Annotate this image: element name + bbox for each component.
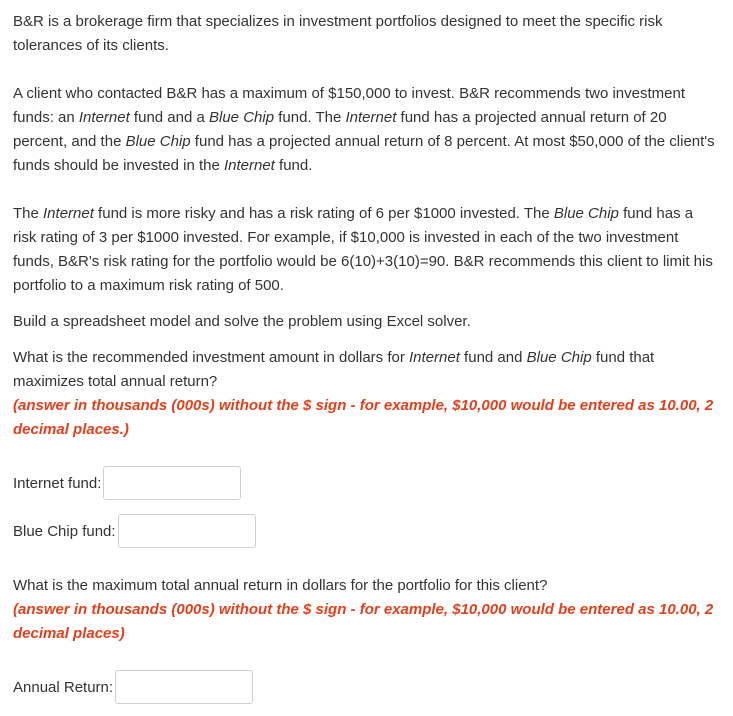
- internet-fund-row: [13, 466, 719, 500]
- answer-format-note: (answer in thousands (000s) without the $ sign - for example, $10,000 would be entered as 10.00, 2 decimal places): [13, 601, 714, 642]
- intro-paragraph-2: [13, 82, 719, 178]
- bluechip-fund-row: [13, 514, 719, 548]
- text-span: fund that maximizes total annual return?: [13, 349, 655, 390]
- fund-name: Internet: [409, 349, 460, 366]
- text-span: What is the maximum total annual return in dollars for the portfolio for this client?: [13, 577, 548, 594]
- annual-return-row: [13, 670, 719, 704]
- fund-name: Blue Chip: [209, 109, 275, 126]
- text-span: The: [13, 205, 44, 222]
- answer-format-note: (answer in thousands (000s) without the $ sign - for example, $10,000 would be entered as 10.00, 2 decimal places.): [13, 397, 714, 438]
- text-span: fund has a projected annual return of 8 percent. At most $50,000 of the client's funds should be invested in the: [13, 133, 715, 174]
- fund-name: Internet: [345, 109, 397, 126]
- question-1: [13, 346, 719, 442]
- intro-paragraph-3: [13, 202, 719, 298]
- annual-return-label: Annual Return:: [13, 678, 114, 696]
- fund-name: Blue Chip: [553, 205, 619, 222]
- intro-paragraph-1: B&R is a brokerage firm that specializes in investment portfolios designed to meet the specific risk tolerances of its clients.: [13, 13, 663, 54]
- internet-fund-label: Internet fund:: [13, 474, 102, 492]
- text-span: fund and: [459, 349, 527, 366]
- text-span: A client who contacted B&R has a maximum of $150,000 to invest. B&R recommends two investment funds: an: [13, 85, 685, 126]
- bluechip-fund-label: Blue Chip fund:: [13, 522, 116, 540]
- text-span: fund has a projected annual return of 20 percent, and the: [13, 109, 667, 150]
- annual-return-input[interactable]: [115, 670, 253, 704]
- question-2: [13, 574, 719, 646]
- fund-name: Internet: [78, 109, 130, 126]
- text-span: fund.: [274, 157, 313, 174]
- bluechip-fund-input[interactable]: [118, 514, 256, 548]
- text-span: fund. The: [274, 109, 346, 126]
- text-span: fund has a risk rating of 3 per $1000 invested. For example, if $10,000 is invested in each of the two investment funds, B&R's risk rating for the portfolio would be 6(10)+3(10)=90. B&R recommends this client to limit his portfolio to a maximum risk rating of 500.: [13, 205, 713, 294]
- fund-name: Blue Chip: [526, 349, 592, 366]
- intro-paragraph-4: Build a spreadsheet model and solve the problem using Excel solver.: [13, 313, 471, 330]
- fund-name: Blue Chip: [125, 133, 191, 150]
- fund-name: Internet: [43, 205, 94, 222]
- text-span: fund and a: [129, 109, 209, 126]
- fund-name: Internet: [223, 157, 275, 174]
- text-span: fund is more risky and has a risk rating of 6 per $1000 invested. The: [93, 205, 554, 222]
- internet-fund-input[interactable]: [103, 466, 241, 500]
- text-span: What is the recommended investment amount in dollars for: [13, 349, 410, 366]
